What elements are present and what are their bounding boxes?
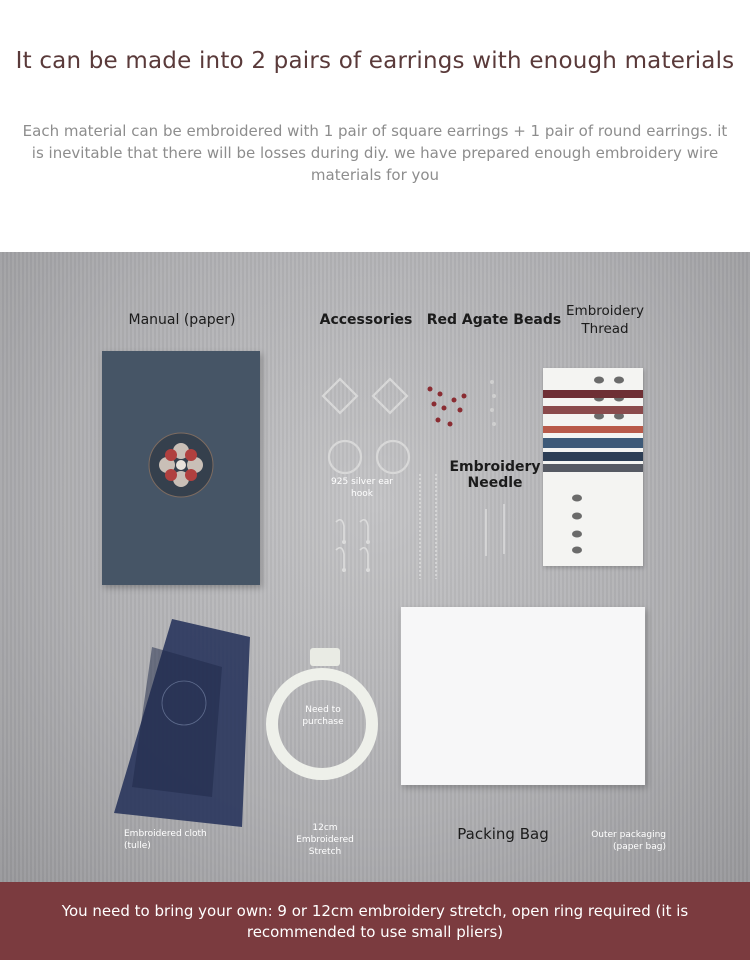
beads-label: Red Agate Beads (426, 312, 562, 328)
earring-hoops-icon (318, 374, 418, 484)
product-photo (0, 252, 750, 882)
footer-note: You need to bring your own: 9 or 12cm embroidery stretch, open ring required (it is recommended to use small pliers) (61, 902, 689, 941)
footer-banner (0, 882, 750, 960)
thread-label: Embroidery Thread (566, 303, 644, 337)
accessories-label: Accessories (319, 312, 413, 328)
manual-booklet (102, 351, 260, 585)
packing-bag-label: Packing Bag (457, 825, 549, 843)
outer-packaging-label: Outer packaging (paper bag) (591, 830, 666, 852)
silver-hook-label: 925 silver ear hook (331, 477, 393, 499)
header-section (0, 0, 750, 252)
need-purchase-label: Need to purchase (302, 705, 344, 727)
packing-envelope (401, 607, 645, 785)
needle-label: Embroidery Needle (449, 459, 541, 491)
manual-label: Manual (paper) (128, 312, 236, 328)
stretch-label: 12cm Embroidered Stretch (296, 823, 354, 857)
page-subtitle: Each material can be embroidered with 1 pair of square earrings + 1 pair of round earrings. it is inevitable that there will be losses during diy. we have prepared enough embroidery wire materials for you (22, 122, 728, 184)
cloth-label: Embroidered cloth (tulle) (124, 829, 207, 851)
tulle-cloth-icon (112, 617, 262, 837)
flower-emblem-icon (147, 431, 215, 499)
ear-hooks-icon (326, 514, 386, 579)
agate-beads-icon (420, 374, 510, 434)
page-title: It can be made into 2 pairs of earrings with enough materials (15, 48, 735, 74)
